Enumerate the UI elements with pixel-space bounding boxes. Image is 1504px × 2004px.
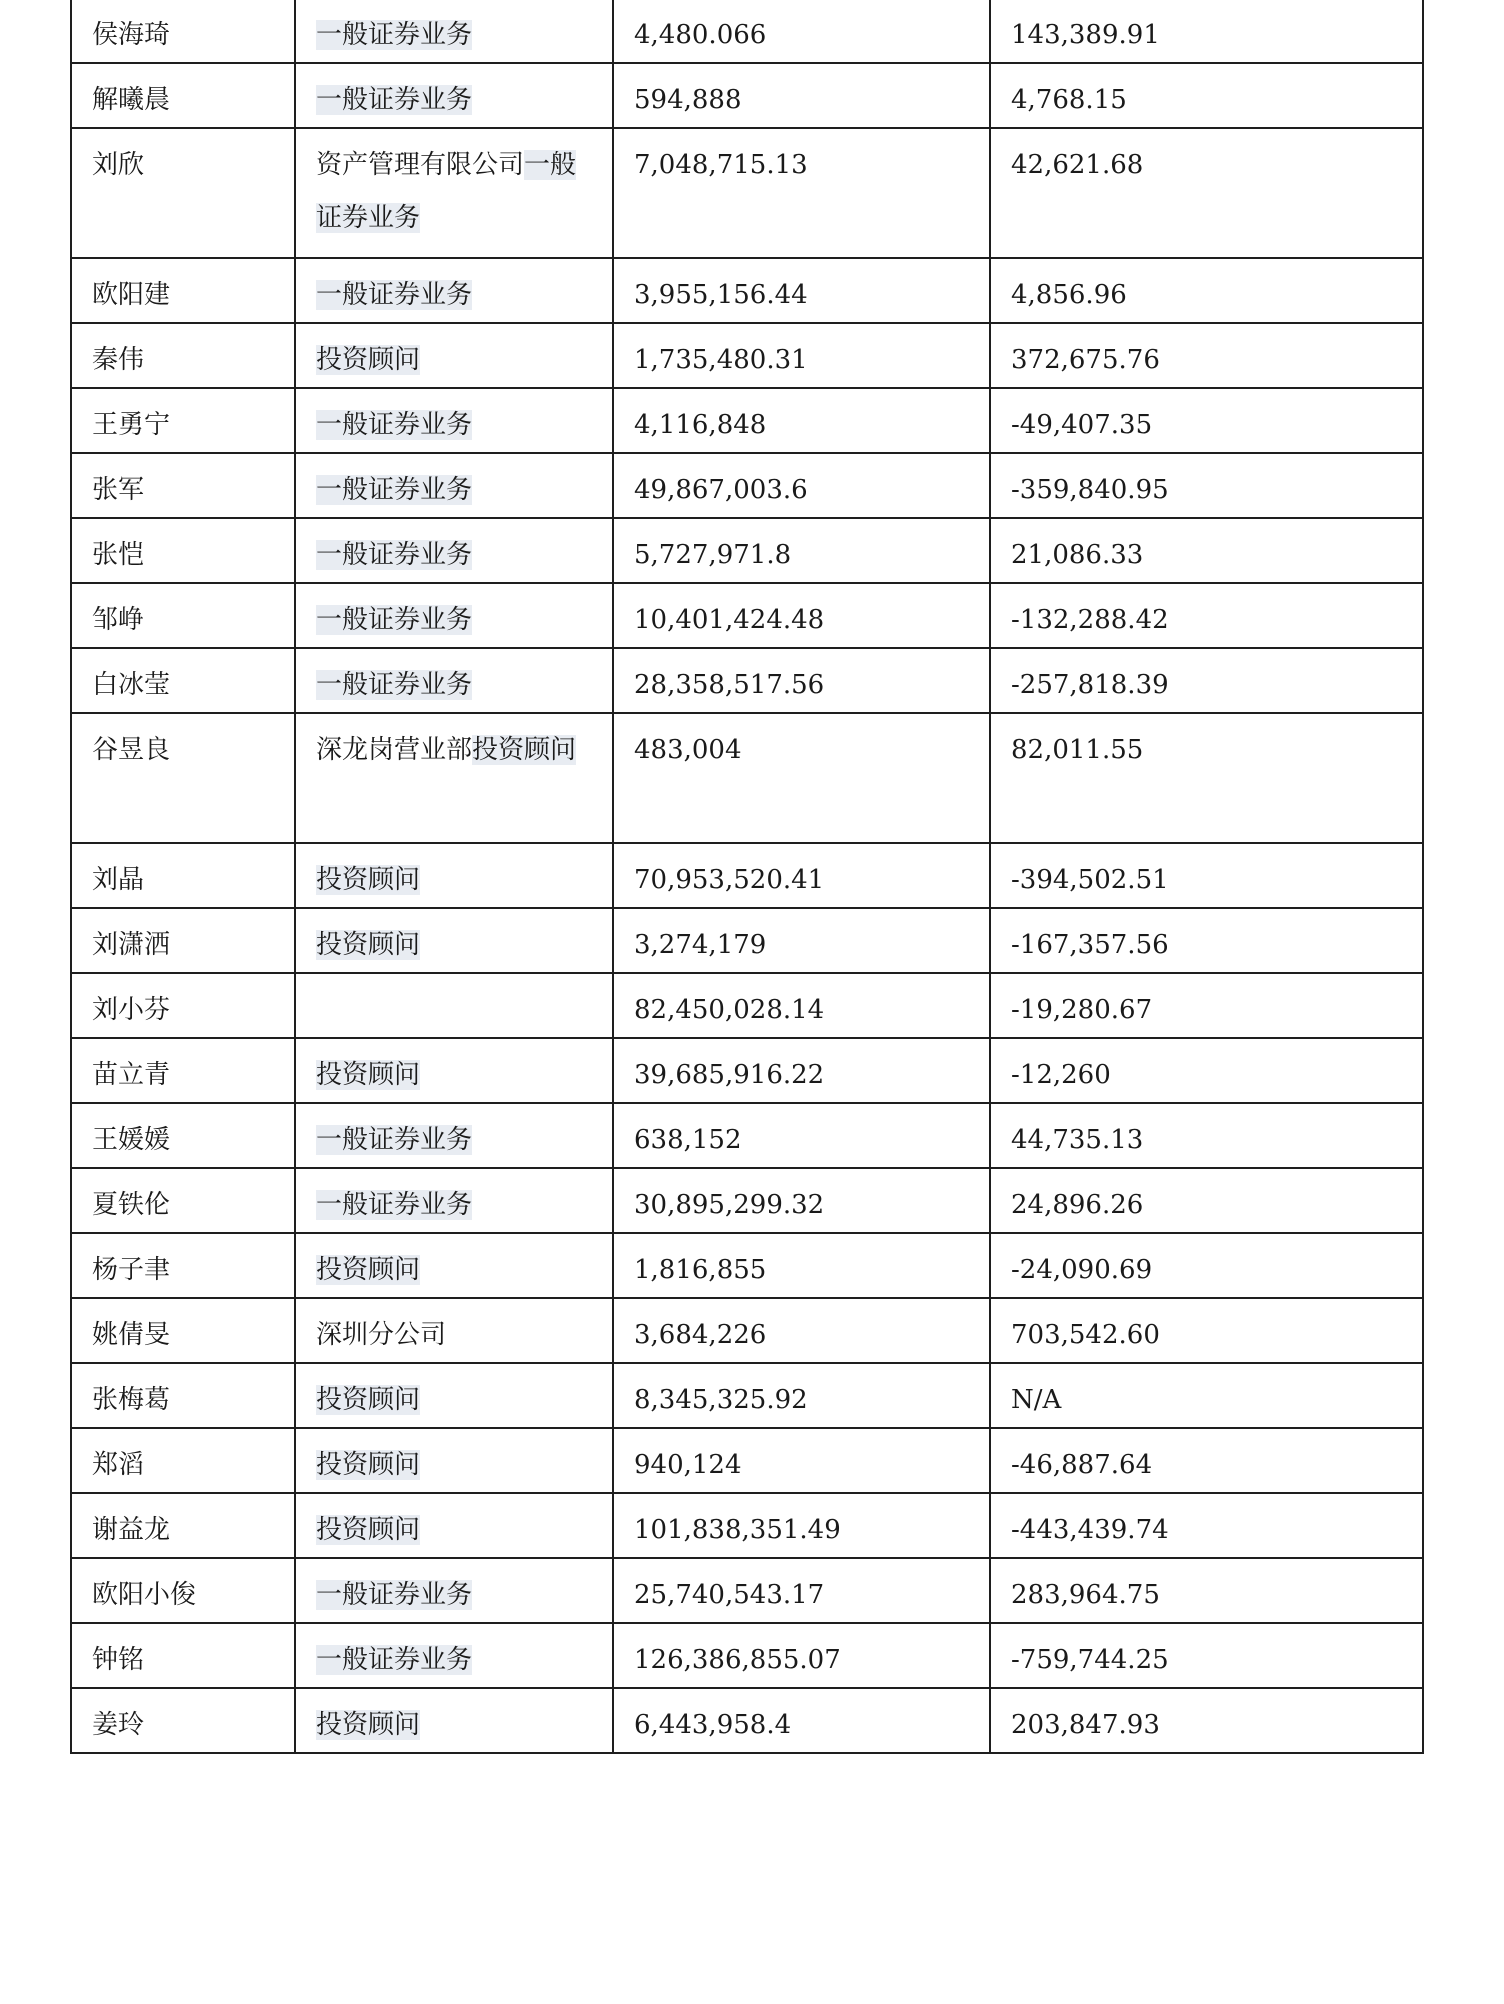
table-row [71, 128, 1423, 258]
business-unit-text: 资产管理有限公司 [316, 150, 525, 180]
name-cell [71, 1623, 295, 1688]
amount-cell [613, 1298, 990, 1363]
pnl-cell [990, 1038, 1423, 1103]
amount-cell [613, 323, 990, 388]
pnl-value: -46,887.64 [1011, 1450, 1153, 1480]
pnl-value: -19,280.67 [1011, 995, 1153, 1025]
name-cell [71, 518, 295, 583]
pnl-value: 42,621.68 [1011, 150, 1144, 180]
business-type-text: 投资顾问 [316, 1385, 421, 1415]
business-type-cell [295, 1038, 613, 1103]
person-name: 谷昱良 [92, 735, 171, 765]
amount-cell [613, 518, 990, 583]
table-row [71, 1103, 1423, 1168]
person-name: 刘小芬 [92, 995, 171, 1025]
person-name: 刘欣 [92, 150, 145, 180]
person-name: 邹峥 [92, 605, 145, 635]
business-type-text: 一般证券业务 [316, 410, 473, 440]
amount-value: 126,386,855.07 [634, 1645, 841, 1675]
amount-cell [613, 1363, 990, 1428]
pnl-value: -359,840.95 [1011, 475, 1169, 505]
business-type-cell [295, 648, 613, 713]
amount-cell [613, 908, 990, 973]
pnl-cell [990, 388, 1423, 453]
pnl-cell [990, 1298, 1423, 1363]
amount-cell [613, 1103, 990, 1168]
amount-value: 483,004 [634, 735, 742, 765]
table-row [71, 1428, 1423, 1493]
business-type-text: 投资顾问 [316, 1060, 421, 1090]
amount-value: 30,895,299.32 [634, 1190, 825, 1220]
name-cell [71, 0, 295, 63]
person-name: 钟铭 [92, 1645, 145, 1675]
person-name: 欧阳小俊 [92, 1580, 197, 1610]
amount-value: 39,685,916.22 [634, 1060, 825, 1090]
business-type-text: 投资顾问 [316, 865, 421, 895]
business-type-text: 一般证券业务 [316, 1125, 473, 1155]
name-cell [71, 843, 295, 908]
amount-value: 7,048,715.13 [634, 150, 808, 180]
amount-value: 594,888 [634, 85, 742, 115]
name-cell [71, 63, 295, 128]
pnl-value: N/A [1011, 1385, 1062, 1415]
table-row [71, 1168, 1423, 1233]
pnl-cell [990, 128, 1423, 258]
business-type-cell [295, 258, 613, 323]
table-row [71, 1038, 1423, 1103]
name-cell [71, 1363, 295, 1428]
business-type-text: 投资顾问 [316, 345, 421, 375]
pnl-value: 703,542.60 [1011, 1320, 1160, 1350]
table-row [71, 1688, 1423, 1753]
business-type-cell [295, 908, 613, 973]
amount-value: 3,274,179 [634, 930, 767, 960]
amount-value: 28,358,517.56 [634, 670, 825, 700]
name-cell [71, 323, 295, 388]
name-cell [71, 1103, 295, 1168]
business-type-text: 一般证券业务 [316, 670, 473, 700]
business-type-text: 一般证券业务 [316, 540, 473, 570]
amount-value: 70,953,520.41 [634, 865, 825, 895]
pnl-cell [990, 1623, 1423, 1688]
personnel-table [70, 0, 1424, 1754]
person-name: 张军 [92, 475, 145, 505]
pnl-cell [990, 1493, 1423, 1558]
pnl-cell [990, 1363, 1423, 1428]
pnl-value: -132,288.42 [1011, 605, 1169, 635]
business-type-text: 投资顾问 [316, 930, 421, 960]
pnl-cell [990, 583, 1423, 648]
pnl-cell [990, 1103, 1423, 1168]
amount-value: 8,345,325.92 [634, 1385, 808, 1415]
business-type-cell [295, 1103, 613, 1168]
business-type-cell [295, 1428, 613, 1493]
table-row [71, 63, 1423, 128]
business-type-cell [295, 63, 613, 128]
table-row [71, 453, 1423, 518]
pnl-cell [990, 258, 1423, 323]
amount-value: 940,124 [634, 1450, 742, 1480]
business-type-cell [295, 713, 613, 843]
person-name: 张梅葛 [92, 1385, 171, 1415]
pnl-value: 82,011.55 [1011, 735, 1144, 765]
business-type-text: 投资顾问 [316, 1710, 421, 1740]
pnl-cell [990, 63, 1423, 128]
amount-cell [613, 388, 990, 453]
business-type-text: 一般证券业务 [316, 280, 473, 310]
business-type-text: 投资顾问 [316, 1450, 421, 1480]
amount-value: 49,867,003.6 [634, 475, 808, 505]
amount-value: 638,152 [634, 1125, 742, 1155]
amount-value: 10,401,424.48 [634, 605, 825, 635]
name-cell [71, 1493, 295, 1558]
person-name: 杨子聿 [92, 1255, 171, 1285]
name-cell [71, 583, 295, 648]
table-row [71, 0, 1423, 63]
table-row [71, 1558, 1423, 1623]
name-cell [71, 973, 295, 1038]
name-cell [71, 1428, 295, 1493]
amount-cell [613, 1688, 990, 1753]
pnl-value: -759,744.25 [1011, 1645, 1169, 1675]
business-type-cell [295, 453, 613, 518]
business-type-text: 一般证券业务 [316, 1580, 473, 1610]
amount-value: 1,816,855 [634, 1255, 767, 1285]
business-type-cell [295, 583, 613, 648]
person-name: 王媛媛 [92, 1125, 171, 1155]
business-type-cell [295, 128, 613, 258]
business-type-text: 一般证券业务 [316, 20, 473, 50]
name-cell [71, 388, 295, 453]
person-name: 张恺 [92, 540, 145, 570]
pnl-cell [990, 1688, 1423, 1753]
amount-cell [613, 843, 990, 908]
business-type-cell [295, 1233, 613, 1298]
amount-value: 1,735,480.31 [634, 345, 808, 375]
amount-cell [613, 63, 990, 128]
business-type-cell [295, 843, 613, 908]
person-name: 夏铁伦 [92, 1190, 171, 1220]
person-name: 刘晶 [92, 865, 145, 895]
pnl-cell [990, 1168, 1423, 1233]
business-type-text: 一般证券业务 [316, 1645, 473, 1675]
amount-cell [613, 1623, 990, 1688]
pnl-value: 44,735.13 [1011, 1125, 1144, 1155]
table-row [71, 323, 1423, 388]
pnl-value: 21,086.33 [1011, 540, 1144, 570]
amount-cell [613, 1168, 990, 1233]
business-type-cell [295, 323, 613, 388]
table-row [71, 1233, 1423, 1298]
amount-value: 3,955,156.44 [634, 280, 808, 310]
person-name: 谢益龙 [92, 1515, 171, 1545]
table-row [71, 713, 1423, 843]
business-type-cell [295, 1558, 613, 1623]
pnl-value: 4,768.15 [1011, 85, 1127, 115]
pnl-value: -257,818.39 [1011, 670, 1169, 700]
person-name: 欧阳建 [92, 280, 171, 310]
table-row [71, 843, 1423, 908]
person-name: 刘潇洒 [92, 930, 171, 960]
business-type-text: 一般证券业务 [316, 85, 473, 115]
business-type-text: 投资顾问 [472, 735, 577, 765]
amount-value: 5,727,971.8 [634, 540, 792, 570]
amount-value: 101,838,351.49 [634, 1515, 841, 1545]
table-row [71, 1493, 1423, 1558]
business-type-cell [295, 1623, 613, 1688]
pnl-value: -394,502.51 [1011, 865, 1169, 895]
business-type-cell [295, 1688, 613, 1753]
table-row [71, 973, 1423, 1038]
name-cell [71, 1688, 295, 1753]
person-name: 姜玲 [92, 1710, 145, 1740]
pnl-value: 4,856.96 [1011, 280, 1127, 310]
pnl-value: 143,389.91 [1011, 20, 1160, 50]
person-name: 白冰莹 [92, 670, 171, 700]
person-name: 秦伟 [92, 345, 145, 375]
table-row [71, 648, 1423, 713]
name-cell [71, 128, 295, 258]
pnl-cell [990, 1233, 1423, 1298]
pnl-cell [990, 0, 1423, 63]
amount-value: 4,480.066 [634, 20, 767, 50]
person-name: 王勇宁 [92, 410, 171, 440]
amount-cell [613, 1493, 990, 1558]
person-name: 侯海琦 [92, 20, 171, 50]
pnl-value: -443,439.74 [1011, 1515, 1169, 1545]
business-type-text: 一般证券业务 [316, 150, 577, 233]
pnl-cell [990, 453, 1423, 518]
business-type-text: 一般证券业务 [316, 1190, 473, 1220]
name-cell [71, 713, 295, 843]
amount-cell [613, 1233, 990, 1298]
pnl-value: -12,260 [1011, 1060, 1111, 1090]
table-row [71, 1623, 1423, 1688]
business-type-cell [295, 518, 613, 583]
pnl-value: 203,847.93 [1011, 1710, 1160, 1740]
name-cell [71, 908, 295, 973]
pnl-value: -167,357.56 [1011, 930, 1169, 960]
business-type-text: 一般证券业务 [316, 605, 473, 635]
amount-cell [613, 1428, 990, 1493]
amount-value: 82,450,028.14 [634, 995, 825, 1025]
pnl-cell [990, 973, 1423, 1038]
pnl-cell [990, 1428, 1423, 1493]
personnel-table-body [71, 0, 1423, 1753]
name-cell [71, 258, 295, 323]
pnl-cell [990, 908, 1423, 973]
business-type-cell [295, 973, 613, 1038]
table-row [71, 388, 1423, 453]
table-row [71, 908, 1423, 973]
amount-cell [613, 583, 990, 648]
amount-cell [613, 648, 990, 713]
name-cell [71, 1168, 295, 1233]
amount-cell [613, 258, 990, 323]
person-name: 郑滔 [92, 1450, 145, 1480]
name-cell [71, 648, 295, 713]
amount-cell [613, 0, 990, 63]
table-row [71, 1298, 1423, 1363]
business-type-cell [295, 388, 613, 453]
amount-cell [613, 1558, 990, 1623]
business-type-text: 一般证券业务 [316, 475, 473, 505]
amount-cell [613, 973, 990, 1038]
pnl-cell [990, 1558, 1423, 1623]
amount-cell [613, 453, 990, 518]
business-type-cell [295, 1363, 613, 1428]
table-row [71, 583, 1423, 648]
person-name: 解曦晨 [92, 85, 171, 115]
amount-cell [613, 713, 990, 843]
business-type-cell [295, 1168, 613, 1233]
person-name: 苗立青 [92, 1060, 171, 1090]
business-type-text: 深圳分公司 [316, 1320, 447, 1350]
business-type-cell [295, 1493, 613, 1558]
table-row [71, 1363, 1423, 1428]
amount-value: 6,443,958.4 [634, 1710, 792, 1740]
pnl-cell [990, 518, 1423, 583]
person-name: 姚倩旻 [92, 1320, 171, 1350]
amount-cell [613, 1038, 990, 1103]
pnl-cell [990, 323, 1423, 388]
table-row [71, 258, 1423, 323]
table-row [71, 518, 1423, 583]
name-cell [71, 1233, 295, 1298]
name-cell [71, 1298, 295, 1363]
amount-value: 25,740,543.17 [634, 1580, 825, 1610]
name-cell [71, 1558, 295, 1623]
pnl-value: -49,407.35 [1011, 410, 1153, 440]
name-cell [71, 453, 295, 518]
pnl-value: -24,090.69 [1011, 1255, 1153, 1285]
pnl-cell [990, 713, 1423, 843]
pnl-value: 24,896.26 [1011, 1190, 1144, 1220]
business-type-cell [295, 0, 613, 63]
amount-cell [613, 128, 990, 258]
pnl-value: 372,675.76 [1011, 345, 1160, 375]
business-type-text: 投资顾问 [316, 1255, 421, 1285]
amount-value: 4,116,848 [634, 410, 767, 440]
business-type-cell [295, 1298, 613, 1363]
pnl-value: 283,964.75 [1011, 1580, 1160, 1610]
amount-value: 3,684,226 [634, 1320, 767, 1350]
pnl-cell [990, 648, 1423, 713]
business-type-text: 投资顾问 [316, 1515, 421, 1545]
business-unit-text: 深龙岗营业部 [316, 735, 473, 765]
name-cell [71, 1038, 295, 1103]
pnl-cell [990, 843, 1423, 908]
